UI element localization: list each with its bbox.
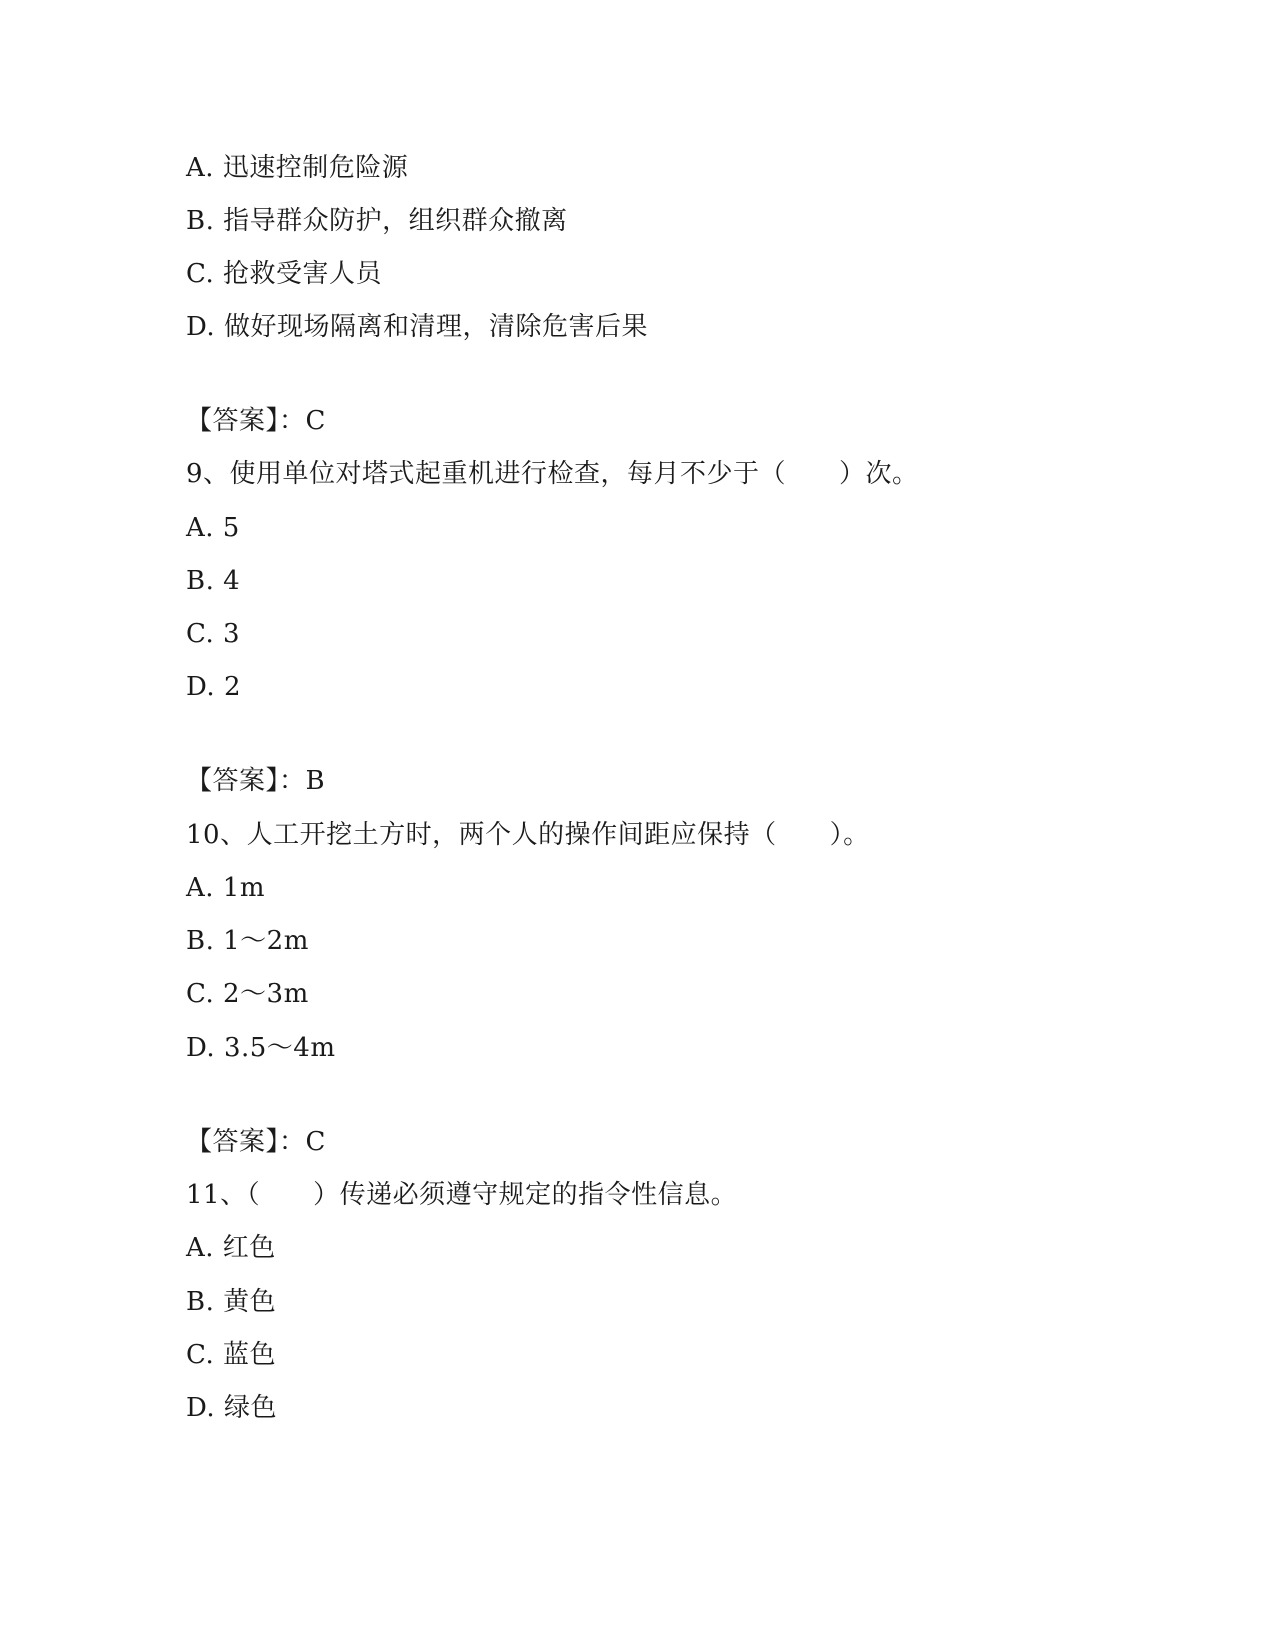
q8-option-b: B. 指导群众防护，组织群众撤离 <box>186 206 568 236</box>
q10-option-c: C. 2～3m <box>186 979 309 1009</box>
q9-option-d: D. 2 <box>186 672 241 702</box>
q8-option-c: C. 抢救受害人员 <box>186 259 382 289</box>
q10-option-a: A. 1m <box>186 873 266 903</box>
q9-option-b: B. 4 <box>186 566 241 596</box>
q9-option-a: A. 5 <box>186 513 240 543</box>
q10-option-b: B. 1～2m <box>186 926 309 956</box>
q8-option-d: D. 做好现场隔离和清理，清除危害后果 <box>186 312 648 342</box>
q9-option-c: C. 3 <box>186 619 241 649</box>
q10-question: 10、人工开挖土方时，两个人的操作间距应保持（ ）。 <box>186 820 870 850</box>
q11-option-a: A. 红色 <box>186 1233 276 1263</box>
q10-answer: 【答案】：C <box>186 1127 326 1157</box>
q9-question: 9、使用单位对塔式起重机进行检查，每月不少于（ ）次。 <box>186 459 919 489</box>
q9-answer: 【答案】：B <box>186 766 326 796</box>
q11-option-d: D. 绿色 <box>186 1393 277 1423</box>
q8-answer: 【答案】：C <box>186 406 326 436</box>
q11-question: 11、（ ）传递必须遵守规定的指令性信息。 <box>186 1180 738 1210</box>
q8-option-a: A. 迅速控制危险源 <box>186 153 409 183</box>
q11-option-b: B. 黄色 <box>186 1287 277 1317</box>
q10-option-d: D. 3.5～4m <box>186 1033 336 1063</box>
q11-option-c: C. 蓝色 <box>186 1340 276 1370</box>
